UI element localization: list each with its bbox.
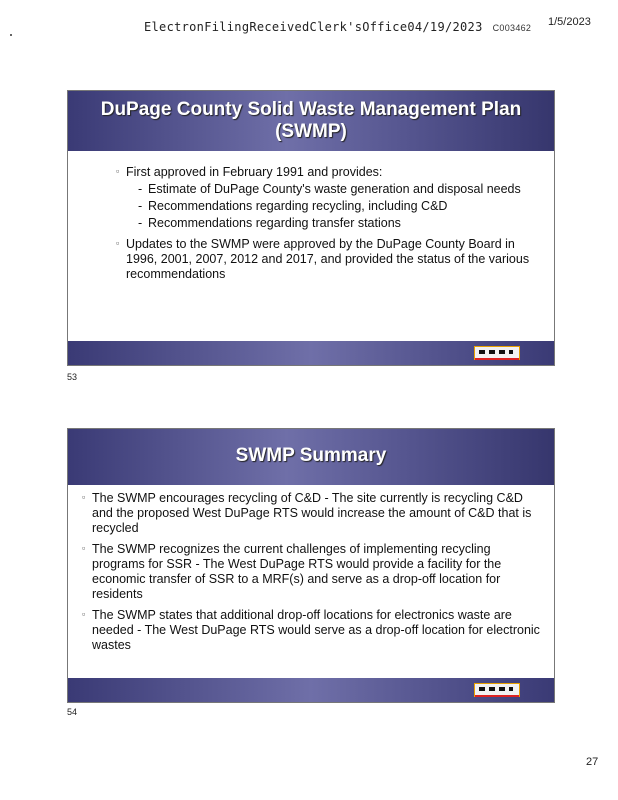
bullet-item: ▫ The SWMP recognizes the current challenges of implementing recycling programs for SSR - The West DuPage RTS would provide a facility for the economic transfer of SSR to a MRF(s) and serve as a drop-off location for residents (82, 542, 544, 602)
page-number: 27 (586, 756, 599, 768)
sub-bullet: - Recommendations regarding transfer stations (126, 216, 536, 231)
slide-number: 53 (67, 372, 78, 382)
bullet-item (116, 237, 536, 282)
bullet-text: Updates to the SWMP were approved by the DuPage County Board in 1996, 2001, 2007, 2012 and 2017, and provided the status of the various recommendations (126, 237, 530, 281)
bullet-item: ▫ The SWMP encourages recycling of C&D - The site currently is recycling C&D and the proposed West DuPage RTS would increase the amount of C&D that is recycled (82, 491, 544, 536)
document-code: C003462 (492, 23, 532, 33)
slide-53 (67, 90, 555, 366)
slide-number: 54 (67, 707, 78, 717)
sub-bullet: - Recommendations regarding recycling, including C&D (126, 199, 536, 214)
slide-title: SWMP Summary (235, 445, 387, 466)
bullet-item (116, 165, 536, 231)
bullet-text: First approved in February 1991 and provides: (126, 165, 383, 179)
company-logo-icon (474, 683, 520, 697)
slide-body (116, 165, 536, 285)
filing-stamp-text: ElectronFilingReceivedClerk'sOffice04/19/2023 (144, 20, 483, 34)
slide-footer-bar (68, 678, 554, 702)
scan-speck (10, 34, 12, 36)
slide-title-banner (68, 429, 554, 485)
slide-54 (67, 428, 555, 703)
slide-title-line2: (SWMP) (275, 121, 347, 142)
sub-bullet: - Estimate of DuPage County's waste generation and disposal needs (126, 182, 536, 197)
filing-stamp (144, 20, 531, 34)
company-logo-icon (474, 346, 520, 360)
slide-body (82, 491, 544, 659)
slide-title-line1: DuPage County Solid Waste Management Plan (100, 99, 522, 120)
bullet-item: ▫ The SWMP states that additional drop-off locations for electronics waste are needed - The West DuPage RTS would serve as a drop-off location for electronic wastes (82, 608, 544, 653)
header-date: 1/5/2023 (548, 16, 591, 28)
slide-footer-bar (68, 341, 554, 365)
slide-title-banner (68, 91, 554, 151)
